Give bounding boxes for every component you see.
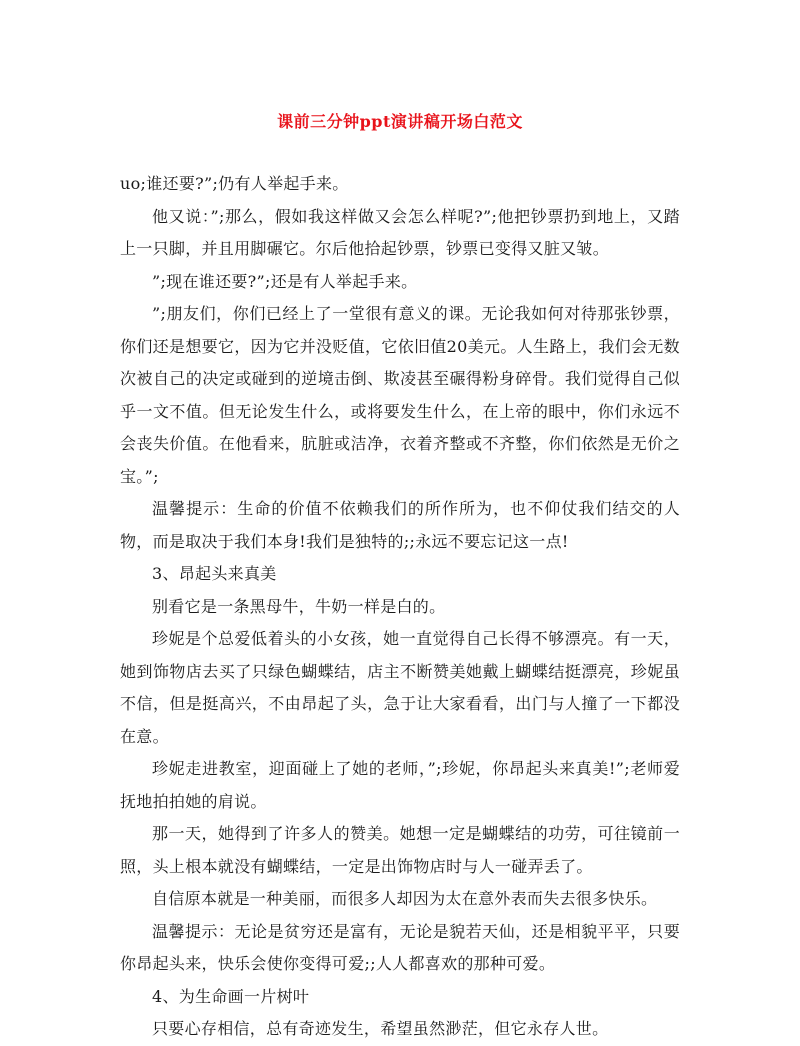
body-paragraph: 他又说：”;那么，假如我这样做又会怎么样呢?”;他把钞票扔到地上，又踏上一只脚，并且用脚碾它。尔后他拾起钞票，钞票已变得又脏又皱。 <box>120 206 680 258</box>
body-paragraph: 珍妮是个总爱低着头的小女孩，她一直觉得自己长得不够漂亮。有一天，她到饰物店去买了只绿色蝴蝶结，店主不断赞美她戴上蝴蝶结挺漂亮，珍妮虽不信，但是挺高兴，不由昂起了头，急于让大家看看，出门与人撞了一下都没在意。 <box>120 629 680 746</box>
body-paragraph: ”;朋友们，你们已经上了一堂很有意义的课。无论我如何对待那张钞票，你们还是想要它，因为它并没贬值，它依旧值20美元。人生路上，我们会无数次被自己的决定或碰到的逆境击倒、欺凌甚至碾得粉身碎骨。我们觉得自己似乎一文不值。但无论发生什么，或将要发生什么，在上帝的眼中，你们永远不会丧失价值。在他看来，肮脏或洁净，衣着齐整或不齐整，你们依然是无价之宝。”; <box>120 304 680 486</box>
body-paragraph: 温馨提示：生命的价值不依赖我们的所作所为，也不仰仗我们结交的人物，而是取决于我们本身!我们是独特的;;永远不要忘记这一点! <box>120 499 680 551</box>
body-paragraph: uo;谁还要?”;仍有人举起手来。 <box>120 174 349 193</box>
body-paragraph: 只要心存相信，总有奇迹发生，希望虽然渺茫，但它永存人世。 <box>152 1019 609 1038</box>
body-paragraph: 别看它是一条黑母牛，牛奶一样是白的。 <box>152 596 446 616</box>
document-body <box>120 168 680 1046</box>
body-paragraph: 4、为生命画一片树叶 <box>152 986 310 1006</box>
body-paragraph: ”;现在谁还要?”;还是有人举起手来。 <box>152 271 418 291</box>
body-paragraph: 3、昂起头来真美 <box>152 564 277 583</box>
body-paragraph: 温馨提示：无论是贫穷还是富有，无论是貌若天仙，还是相貌平平，只要你昂起头来，快乐会使你变得可爱;;人人都喜欢的那种可爱。 <box>120 921 680 973</box>
body-paragraph: 珍妮走进教室，迎面碰上了她的老师，”;珍妮，你昂起头来真美!”;老师爱抚地拍拍她的肩说。 <box>120 759 680 811</box>
body-paragraph: 自信原本就是一种美丽，而很多人却因为太在意外表而失去很多快乐。 <box>152 889 658 908</box>
body-paragraph: 那一天，她得到了许多人的赞美。她想一定是蝴蝶结的功劳，可往镜前一照，头上根本就没有蝴蝶结，一定是出饰物店时与人一碰弄丢了。 <box>120 824 680 876</box>
document-title: 课前三分钟ppt演讲稿开场白范文 <box>277 112 523 131</box>
